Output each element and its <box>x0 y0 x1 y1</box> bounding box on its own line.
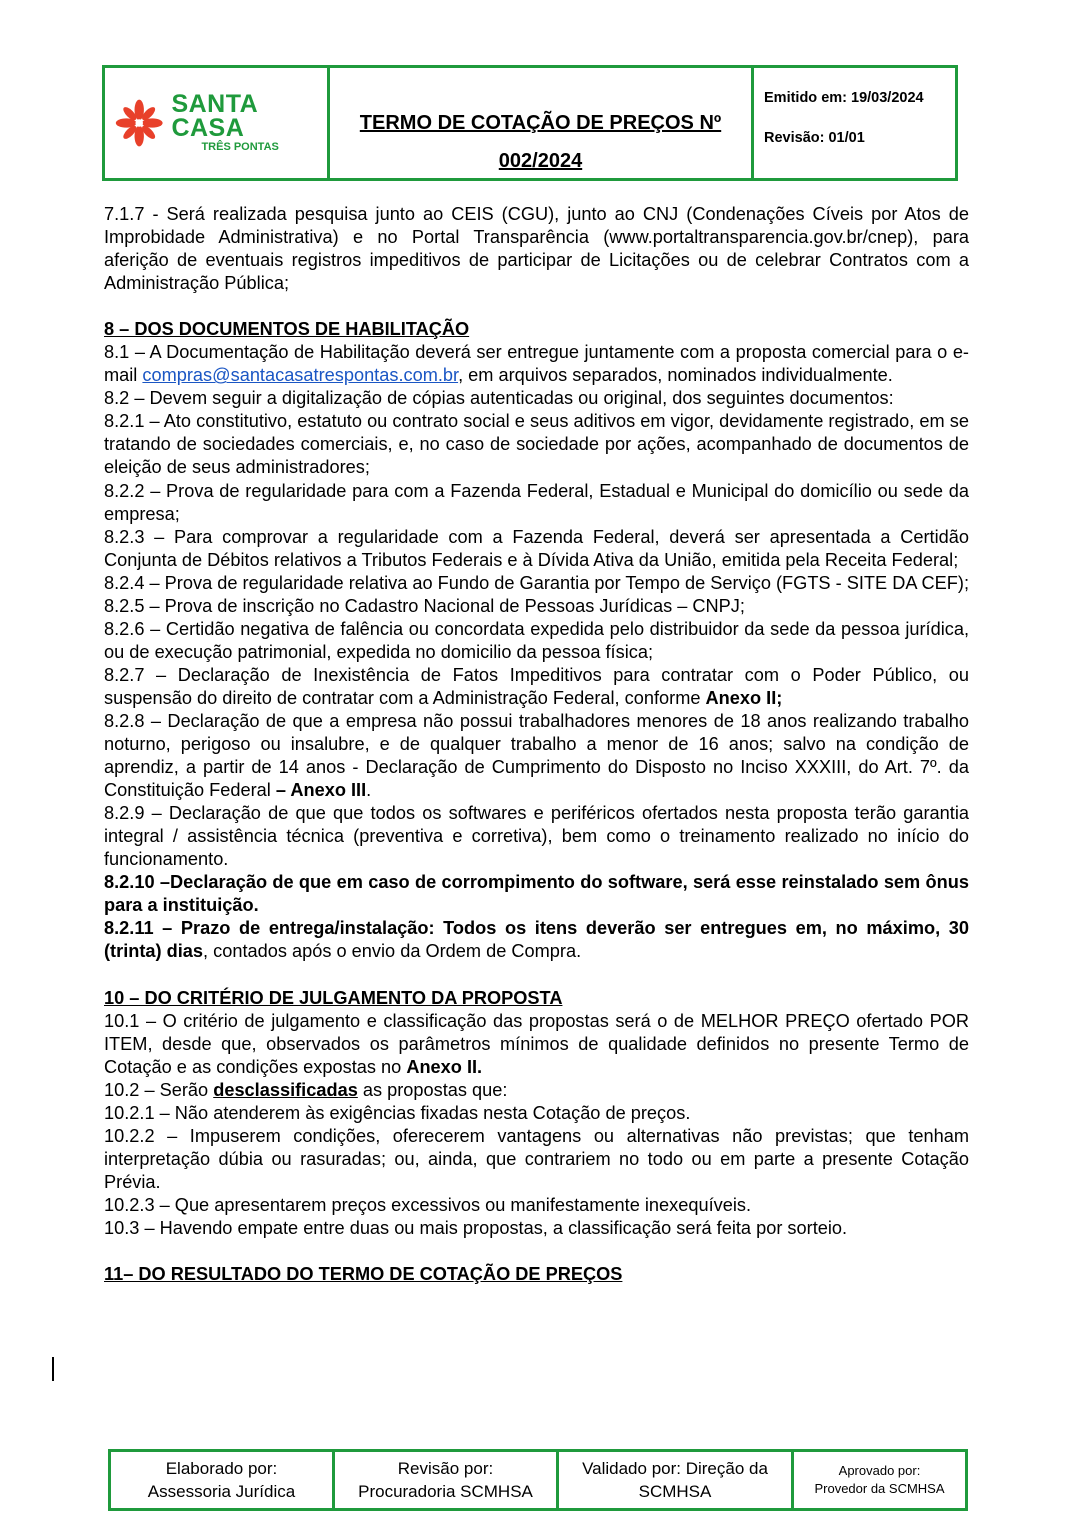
email-link[interactable]: compras@santacasatrespontas.com.br <box>142 365 459 386</box>
document-title <box>330 68 754 178</box>
paragraph-8-2-4: 8.2.4 – Prova de regularidade relativa ao Fundo de Garantia por Tempo de Serviço (FGTS - SITE DA CEF); <box>104 572 969 593</box>
paragraph-10-2-text-c: as propostas que: <box>357 1079 508 1100</box>
paragraph-8-2-10: 8.2.10 –Declaração de que em caso de corrompimento do software, será esse reinstalado sem ônus para a instituição. <box>104 872 969 916</box>
title-line-2: 002/2024 <box>498 150 583 172</box>
logo-sub: TRÊS PONTAS <box>201 141 279 153</box>
document-body <box>104 203 969 1286</box>
paragraph-8-2-11 <box>104 917 969 963</box>
paragraph-8-2-2: 8.2.2 – Prova de regularidade para com a Fazenda Federal, Estadual e Municipal do domicílio ou sede da empresa; <box>104 480 969 524</box>
logo-text <box>171 92 327 154</box>
paragraph-8-2-7 <box>104 664 969 710</box>
section-11-title: 11– DO RESULTADO DO TERMO DE COTAÇÃO DE PREÇOS <box>104 1264 623 1285</box>
footer-aprovado-label: Aprovado por: <box>838 1463 921 1478</box>
footer-revisao <box>335 1452 559 1508</box>
paragraph-8-1-text-a: 8.1 – A Documentação de Habilitação deverá ser entregue juntamente com a proposta comercial para o e-mail <box>104 342 969 386</box>
document-footer <box>108 1449 968 1511</box>
paragraph-8-2-7-text: 8.2.7 – Declaração de Inexistência de Fatos Impeditivos para contratar com o Poder Público, ou suspensão do direito de contratar com a Administração Federal, conforme <box>104 664 969 708</box>
paragraph-8-2-11-text: , contados após o envio da Ordem de Compra. <box>203 941 582 962</box>
anexo-iii-ref: – Anexo III <box>275 780 367 801</box>
document-info <box>754 68 955 178</box>
desclassificadas-term: desclassificadas <box>213 1079 358 1100</box>
footer-validado <box>559 1452 794 1508</box>
footer-revisao-value: Procuradoria SCMHSA <box>358 1482 533 1501</box>
section-8-title: 8 – DOS DOCUMENTOS DE HABILITAÇÃO <box>104 319 470 340</box>
paragraph-8-2-8-end: . <box>366 780 372 801</box>
section-10-title: 10 – DO CRITÉRIO DE JULGAMENTO DA PROPOSTA <box>104 987 563 1008</box>
paragraph-8-2-6: 8.2.6 – Certidão negativa de falência ou concordata expedida pelo distribuidor da sede da pessoa jurídica, ou de execução patrimonial, expedida no domicilio da pessoa física; <box>104 618 969 662</box>
footer-validado-label: Validado por: Direção da <box>582 1459 768 1478</box>
anexo-ii-ref: Anexo II; <box>705 687 783 708</box>
revisao: Revisão: 01/01 <box>764 130 865 146</box>
paragraph-10-2-3-text: – Que apresentarem preços excessivos ou manifestamente inexequíveis. <box>159 1194 752 1215</box>
flower-logo-icon <box>113 97 165 149</box>
paragraph-8-2-1: 8.2.1 – Ato constitutivo, estatuto ou contrato social e seus aditivos em vigor, devidamente registrado, em se tratando de sociedades comerciais, e, no caso de sociedade por ações, acompanhado de documentos de eleição de seus administradores; <box>104 411 969 478</box>
paragraph-7-1-7: 7.1.7 - Será realizada pesquisa junto ao CEIS (CGU), junto ao CNJ (Condenações Cíveis por Atos de Improbidade Administrativa) e no Portal Transparência (www.portaltransparencia.gov.br/cnep), para aferição de eventuais registros impeditivos de participar de Licitações ou de celebrar Contratos com a Administração Pública; <box>104 204 969 294</box>
emitido-em: Emitido em: 19/03/2024 <box>764 90 924 106</box>
paragraph-8-2-3: 8.2.3 – Para comprovar a regularidade com a Fazenda Federal, deverá ser apresentada a Certidão Conjunta de Débitos relativos a Tributos Federais e à Dívida Ativa da União, emitida pela Receita Federal; <box>104 526 969 570</box>
paragraph-8-1-text-b: , em arquivos separados, nominados individualmente. <box>458 365 893 386</box>
footer-aprovado <box>794 1452 965 1508</box>
paragraph-8-1 <box>104 341 969 387</box>
document-header <box>102 65 958 181</box>
paragraph-8-2-8 <box>104 710 969 802</box>
paragraph-10-2 <box>104 1079 969 1102</box>
footer-validado-value: SCMHSA <box>638 1482 712 1501</box>
logo-cell <box>105 68 330 178</box>
text-cursor <box>52 1357 54 1381</box>
paragraph-8-2-8-text: 8.2.8 – Declaração de que a empresa não possui trabalhadores menores de 18 anos realizando trabalho noturno, perigoso ou insalubre, e de qualquer trabalho a menor de 16 anos; salvo na condição de aprendiz, a partir de 14 anos - Declaração de Cumprimento do Disposto no Inciso XXXIII, do Art. 7º. da Constituição Federal <box>104 710 969 801</box>
paragraph-8-2: 8.2 – Devem seguir a digitalização de cópias autenticadas ou original, dos seguintes documentos: <box>104 388 894 409</box>
paragraph-8-2-11-bold: 8.2.11 – Prazo de entrega/instalação: Todos os itens deverão ser entregues em, no máximo, 30 (trinta) dias <box>104 918 969 962</box>
title-line-1: TERMO DE COTAÇÃO DE PREÇOS Nº <box>359 112 722 134</box>
logo-main: SANTA CASA <box>171 90 258 142</box>
paragraph-8-2-5: 8.2.5 – Prova de inscrição no Cadastro Nacional de Pessoas Jurídicas – CNPJ; <box>104 595 745 616</box>
paragraph-10-2-1: 10.2.1 – Não atenderem às exigências fixadas nesta Cotação de preços. <box>104 1102 691 1123</box>
footer-elaborado <box>111 1452 335 1508</box>
paragraph-10-1 <box>104 1010 969 1079</box>
paragraph-10-3: 10.3 – Havendo empate entre duas ou mais propostas, a classificação será feita por sorteio. <box>104 1217 848 1238</box>
footer-revisao-label: Revisão por: <box>397 1459 494 1478</box>
footer-elaborado-label: Elaborado por: <box>165 1459 278 1478</box>
paragraph-10-2-3-num: 10.2.3 <box>104 1194 160 1215</box>
anexo-ii-ref-2: Anexo II. <box>406 1056 483 1077</box>
paragraph-10-2-3 <box>104 1194 969 1217</box>
footer-aprovado-value: Provedor da SCMHSA <box>814 1481 945 1496</box>
paragraph-10-2-text-a: 10.2 – Serão <box>104 1079 214 1100</box>
paragraph-10-1-text: 10.1 – O critério de julgamento e classificação das propostas será o de MELHOR PREÇO ofertado POR ITEM, desde que, observados os parâmetros mínimos de qualidade definidos no presente Termo de Cotação e as condições expostas no <box>104 1010 969 1077</box>
footer-elaborado-value: Assessoria Jurídica <box>147 1482 296 1501</box>
paragraph-10-2-2: 10.2.2 – Impuserem condições, oferecerem vantagens ou alternativas não previstas; que tenham interpretação dúbia ou rasuradas; ou, ainda, que contrariem no todo ou em parte a presente Cotação Prévia. <box>104 1125 969 1192</box>
paragraph-8-2-9: 8.2.9 – Declaração de que que todos os softwares e periféricos ofertados nesta proposta terão garantia integral / assistência técnica (preventiva e corretiva), bem como o treinamento realizado no início do funcionamento. <box>104 803 969 870</box>
